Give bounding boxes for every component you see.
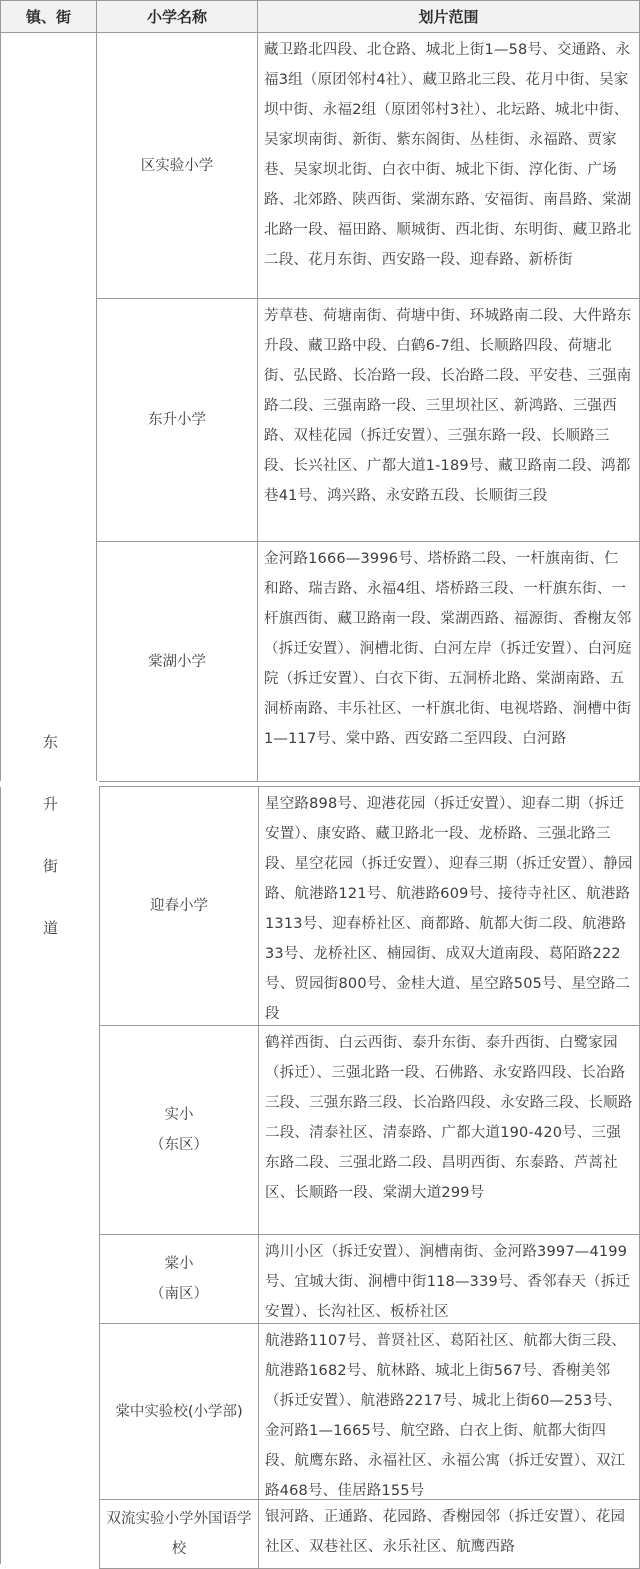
school-name: 东升小学 bbox=[96, 298, 258, 542]
street-char: 道 bbox=[42, 919, 58, 937]
school-range: 金河路1666—3996号、塔桥路二段、一杆旗南街、仁和路、瑞吉路、永福4组、塔桥路三段、一杆旗东街、一杆旗西街、藏卫路南一段、棠湖西路、福源街、香榭友邻（拆迁安置）、涧槽北街、白河左岸（拆迁安置）、白河庭院（拆迁安置）、白衣下街、五洞桥北路、棠湖南路、五洞桥南路、丰乐社区、一杆旗北街、电视塔路、涧槽中街1—117号、棠中路、西安路二至四段、白河路 bbox=[257, 541, 640, 782]
header-town: 镇、街 bbox=[0, 0, 97, 33]
school-name: 区实验小学 bbox=[96, 32, 258, 299]
header-district-range: 划片范围 bbox=[257, 0, 640, 33]
street-char: 东 bbox=[42, 733, 58, 751]
school-name: 迎春小学 bbox=[99, 786, 259, 1026]
school-range: 银河路、正通路、花园路、香榭园邻（拆迁安置）、花园社区、双巷社区、永乐社区、航鹰西路 bbox=[258, 1499, 640, 1569]
street-char: 街 bbox=[42, 857, 58, 875]
school-name: 实小 （东区） bbox=[99, 1025, 259, 1235]
school-name: 双流实验小学外国语学校 bbox=[99, 1499, 259, 1569]
school-range: 航港路1107号、普贤社区、葛陌社区、航都大街三段、航港路1682号、航林路、城北上街567号、香榭美邻（拆迁安置）、航港路2217号、城北上街60—253号、金河路1—1665号、航空路、白衣上街、航都大街四段、航鹰东路、永福社区、永福公寓（拆迁安置）、双江路468号、佳居路155号 bbox=[258, 1323, 640, 1500]
school-range: 鸿川小区（拆迁安置）、涧槽南街、金河路3997—4199号、宜城大街、涧槽中街118—339号、香邻春天（拆迁安置）、长沟社区、板桥社区 bbox=[258, 1234, 640, 1324]
street-char: 升 bbox=[42, 795, 58, 813]
school-range: 藏卫路北四段、北仓路、城北上街1—58号、交通路、永福3组（原团邻村4社）、藏卫路北三段、花月中街、吴家坝中街、永福2组（原团邻村3社）、北坛路、城北中街、吴家坝南街、新街、紫东阁街、丛桂街、永福路、贾家巷、吴家坝北街、白衣中街、城北下街、淳化街、广场路、北郊路、陕西街、棠湖东路、安福街、南昌路、棠湖北路一段、福田路、顺城街、西北街、东明街、藏卫路北二段、花月东街、西安路一段、迎春路、新桥街 bbox=[257, 32, 640, 299]
header-school-name: 小学名称 bbox=[96, 0, 258, 33]
school-name: 棠小 （南区） bbox=[99, 1234, 259, 1324]
street-cell bbox=[0, 33, 99, 1564]
school-name: 棠中实验校(小学部) bbox=[99, 1323, 259, 1500]
street-name bbox=[1, 711, 100, 959]
school-range: 芳草巷、荷塘南街、荷塘中街、环城路南二段、大件路东升段、藏卫路中段、白鹤6-7组、长顺路四段、荷塘北街、弘民路、长冶路一段、长冶路二段、平安巷、三强南路二段、三强南路一段、三里坝社区、新鸿路、三强西路、双桂花园（拆迁安置）、三强东路一段、长顺路三段、长兴社区、广都大道1-189号、藏卫路南二段、鸿都巷41号、鸿兴路、永安路五段、长顺街三段 bbox=[257, 298, 640, 542]
table-seam bbox=[0, 781, 99, 787]
school-name: 棠湖小学 bbox=[96, 541, 258, 782]
school-range: 星空路898号、迎港花园（拆迁安置）、迎春二期（拆迁安置）、康安路、藏卫路北一段、龙桥路、三强北路三段、星空花园（拆迁安置）、迎春三期（拆迁安置）、静园路、航港路121号、航港路609号、接待寺社区、航港路1313号、迎春桥社区、商都路、航都大街二段、航港路33号、龙桥社区、楠园街、成双大道南段、葛陌路222号、贸园街800号、金桂大道、星空路505号、星空路二段 bbox=[258, 786, 640, 1026]
school-range: 鹤祥西街、白云西街、泰升东街、泰升西街、白鹭家园（拆迁）、三强北路一段、石佛路、永安路四段、长冶路三段、三强东路三段、长冶路四段、永安路三段、长顺路二段、清泰社区、清泰路、广都大道190-420号、三强东路二段、三强北路二段、昌明西街、东泰路、芦蒿社区、长顺路一段、棠湖大道299号 bbox=[258, 1025, 640, 1235]
